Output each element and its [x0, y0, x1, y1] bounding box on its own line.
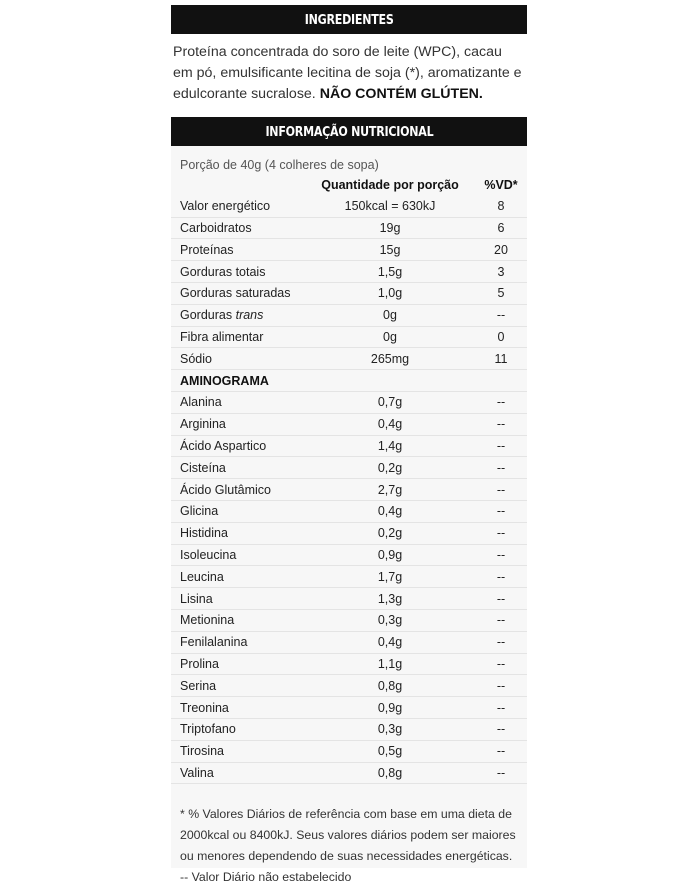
table-row [171, 653, 527, 675]
nutrient-quantity: 0,2g [305, 522, 475, 544]
col-vd-header: %VD* [484, 178, 518, 193]
nutrient-quantity: 0,4g [305, 631, 475, 653]
nutrient-vd: -- [475, 479, 527, 501]
table-row [171, 413, 527, 435]
table-row [171, 588, 527, 610]
nutrient-name: Glicina [171, 500, 305, 522]
nutrition-table [171, 175, 527, 784]
table-row [171, 326, 527, 348]
table-row [171, 391, 527, 413]
table-row [171, 457, 527, 479]
aminogram-heading-row [171, 370, 527, 392]
nutrient-vd: -- [475, 522, 527, 544]
nutrient-name: Valor energético [171, 196, 305, 217]
nutrient-quantity: 1,4g [305, 435, 475, 457]
nutrient-vd: -- [475, 718, 527, 740]
nutrient-vd: -- [475, 697, 527, 719]
footnote-vd: * % Valores Diários de referência com base em uma dieta de 2000kcal ou 8400kJ. Seus valores diários podem ser maiores ou menores dependendo de suas necessidades energéticas. [180, 807, 516, 864]
nutrient-quantity: 150kcal = 630kJ [305, 196, 475, 217]
nutrient-name: Valina [171, 762, 305, 784]
nutrient-vd: -- [475, 653, 527, 675]
nutrient-name: Alanina [171, 391, 305, 413]
nutrient-vd: -- [475, 631, 527, 653]
table-header-row [171, 175, 527, 196]
nutrient-name: Sódio [171, 348, 305, 370]
nutrition-heading: INFORMAÇÃO NUTRICIONAL [265, 123, 433, 140]
nutrient-quantity: 15g [305, 239, 475, 261]
nutrient-name: Gorduras totais [171, 261, 305, 283]
nutrient-quantity: 1,3g [305, 588, 475, 610]
gluten-note: NÃO CONTÉM GLÚTEN. [319, 86, 483, 102]
table-row [171, 196, 527, 217]
nutrient-quantity: 0,7g [305, 391, 475, 413]
table-row [171, 500, 527, 522]
nutrient-vd: 6 [475, 217, 527, 239]
table-row [171, 697, 527, 719]
ingredients-heading-bar [171, 5, 527, 34]
nutrient-name: Treonina [171, 697, 305, 719]
nutrient-name: Arginina [171, 413, 305, 435]
nutrient-name: Gorduras saturadas [171, 282, 305, 304]
nutrient-vd: 3 [475, 261, 527, 283]
nutrient-quantity: 1,1g [305, 653, 475, 675]
nutrient-name: Leucina [171, 566, 305, 588]
nutrient-name: Metionina [171, 609, 305, 631]
table-row [171, 261, 527, 283]
table-row [171, 304, 527, 326]
nutrient-vd: -- [475, 304, 527, 326]
nutrient-quantity: 0,5g [305, 740, 475, 762]
nutrient-vd: -- [475, 544, 527, 566]
footnote-na: -- Valor Diário não estabelecido [180, 870, 352, 885]
nutrient-vd: -- [475, 457, 527, 479]
nutrient-name-italic: trans [235, 308, 264, 323]
nutrient-quantity: 0,3g [305, 718, 475, 740]
nutrient-vd: -- [475, 500, 527, 522]
nutrient-name: Fibra alimentar [171, 326, 305, 348]
nutrient-name: Fenilalanina [171, 631, 305, 653]
nutrient-vd: -- [475, 609, 527, 631]
nutrient-vd: -- [475, 566, 527, 588]
table-row [171, 282, 527, 304]
nutrient-name: Carboidratos [171, 217, 305, 239]
nutrient-quantity: 265mg [305, 348, 475, 370]
table-row [171, 631, 527, 653]
footnotes [171, 784, 527, 888]
table-row [171, 609, 527, 631]
table-row [171, 479, 527, 501]
table-row [171, 740, 527, 762]
nutrition-panel [171, 146, 527, 885]
ingredients-list: Proteína concentrada do soro de leite (WPC), cacau em pó, emulsificante lecitina de soja (*), aromatizante e edulcorante sucralose. [173, 44, 522, 102]
nutrient-name-prefix: Gorduras [180, 308, 236, 323]
nutrient-quantity: 0,8g [305, 762, 475, 784]
nutrient-vd: -- [475, 675, 527, 697]
nutrient-quantity: 0,4g [305, 500, 475, 522]
table-row [171, 566, 527, 588]
nutrient-quantity: 1,7g [305, 566, 475, 588]
ingredients-text [171, 34, 527, 113]
nutrient-quantity: 0,8g [305, 675, 475, 697]
nutrient-vd: 0 [475, 326, 527, 348]
nutrient-name: Cisteína [171, 457, 305, 479]
nutrient-quantity: 0,2g [305, 457, 475, 479]
aminogram-heading: AMINOGRAMA [171, 370, 527, 392]
nutrient-vd: -- [475, 740, 527, 762]
nutrient-quantity: 0,9g [305, 544, 475, 566]
nutrient-name: Prolina [171, 653, 305, 675]
nutrient-name: Isoleucina [171, 544, 305, 566]
portion-size: Porção de 40g (4 colheres de sopa) [180, 158, 379, 172]
nutrient-quantity: 0g [305, 304, 475, 326]
table-row [171, 718, 527, 740]
col-quantity-header: Quantidade por porção [321, 178, 459, 193]
nutrient-quantity: 2,7g [305, 479, 475, 501]
nutrient-vd: -- [475, 413, 527, 435]
nutrient-vd: 11 [475, 348, 527, 370]
header-spacer [171, 175, 305, 196]
nutrient-quantity: 0,4g [305, 413, 475, 435]
nutrient-vd: -- [475, 762, 527, 784]
nutrient-quantity: 0g [305, 326, 475, 348]
nutrient-vd: -- [475, 588, 527, 610]
nutrient-quantity: 0,3g [305, 609, 475, 631]
ingredients-heading: INGREDIENTES [304, 11, 394, 28]
nutrition-heading-bar [171, 117, 527, 146]
nutrient-name: Triptofano [171, 718, 305, 740]
nutrient-vd: 8 [475, 196, 527, 217]
nutrient-name: Ácido Aspartico [171, 435, 305, 457]
product-info [171, 5, 527, 885]
nutrient-name: Ácido Glutâmico [171, 479, 305, 501]
table-row [171, 435, 527, 457]
nutrient-quantity: 1,5g [305, 261, 475, 283]
nutrient-vd: -- [475, 435, 527, 457]
nutrient-vd: -- [475, 391, 527, 413]
nutrient-name: Tirosina [171, 740, 305, 762]
table-row [171, 239, 527, 261]
nutrient-name: Histidina [171, 522, 305, 544]
nutrient-quantity: 0,9g [305, 697, 475, 719]
nutrient-name: Serina [171, 675, 305, 697]
table-row [171, 348, 527, 370]
nutrient-name: Lisina [171, 588, 305, 610]
nutrient-quantity: 19g [305, 217, 475, 239]
table-row [171, 762, 527, 784]
nutrient-quantity: 1,0g [305, 282, 475, 304]
table-row [171, 522, 527, 544]
table-row [171, 544, 527, 566]
table-row [171, 675, 527, 697]
table-row [171, 217, 527, 239]
nutrition-rows [171, 196, 527, 784]
nutrient-vd: 5 [475, 282, 527, 304]
nutrient-vd: 20 [475, 239, 527, 261]
nutrient-name [171, 304, 305, 326]
nutrient-name: Proteínas [171, 239, 305, 261]
